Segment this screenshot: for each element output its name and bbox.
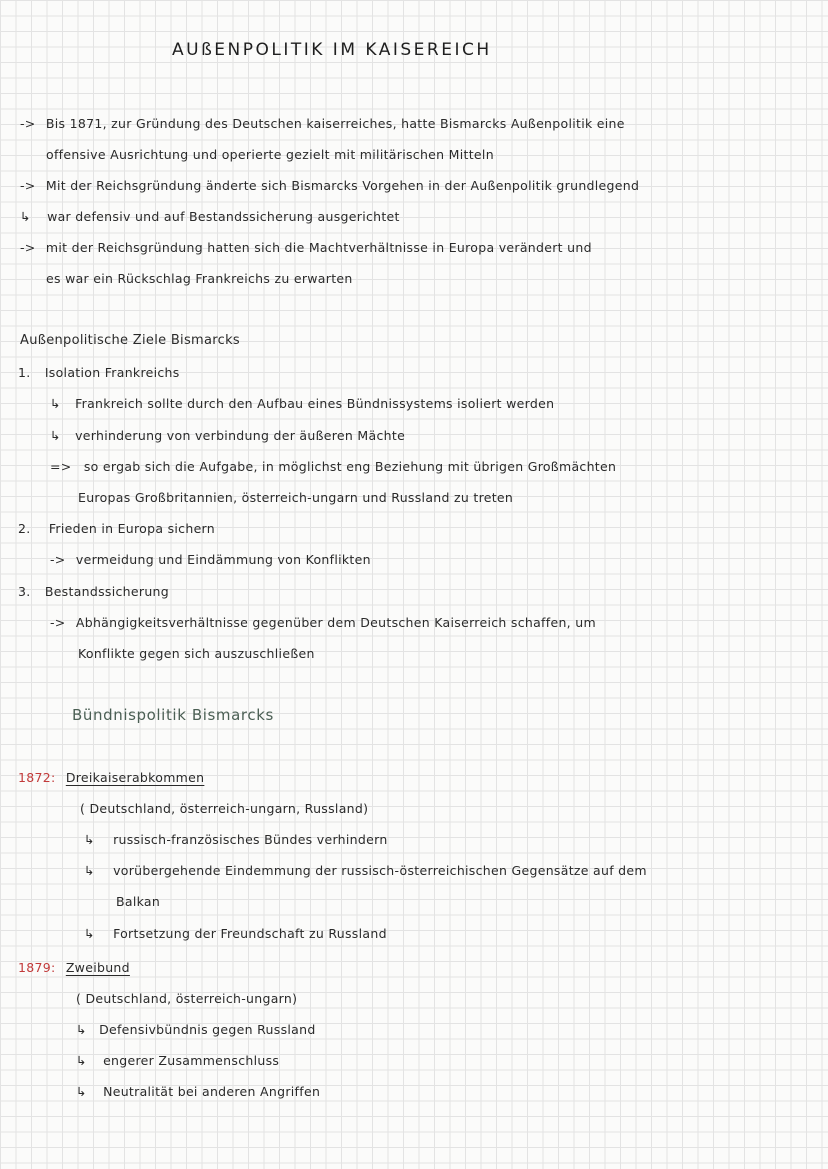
goal-line-text: Abhängigkeitsverhältnisse gegenüber dem Deutschen Kaiserreich schaffen, um <box>75 615 596 630</box>
alliance-1-point-2-cont: Balkan <box>116 894 161 909</box>
intro-text: war defensiv und auf Bestandssicherung ausgerichtet <box>47 209 400 224</box>
arrow-icon: -> <box>50 615 66 630</box>
intro-line-5 <box>20 240 592 256</box>
alliance-point-text: Defensivbündnis gegen Russland <box>99 1022 316 1037</box>
goal-title: Bestandssicherung <box>44 584 170 599</box>
alliance-2-parties: ( Deutschland, österreich-ungarn) <box>76 991 298 1006</box>
alliance-year: 1872: <box>18 770 56 785</box>
goal-line-text: Europas Großbritannien, österreich-ungarn und Russland zu treten <box>78 490 514 505</box>
goal-number: 3. <box>18 584 31 599</box>
intro-text: offensive Ausrichtung und operierte gezielt mit militärischen Mitteln <box>46 147 494 162</box>
goal-3-line-2 <box>78 646 315 662</box>
double-arrow-icon: => <box>50 459 72 474</box>
arrow-icon: -> <box>50 552 66 567</box>
goal-1-line-4 <box>78 490 513 506</box>
intro-line-6 <box>46 271 353 287</box>
alliance-name: Dreikaiserabkommen <box>65 770 205 785</box>
alliance-2-header <box>18 960 130 976</box>
intro-text: Bis 1871, zur Gründung des Deutschen kaiserreiches, hatte Bismarcks Außenpolitik eine <box>45 116 625 131</box>
return-arrow-icon: ↳ <box>84 926 95 941</box>
alliance-1-parties: ( Deutschland, österreich-ungarn, Russland) <box>80 801 369 816</box>
return-arrow-icon: ↳ <box>50 428 61 443</box>
alliance-point-text: Neutralität bei anderen Angriffen <box>103 1084 321 1099</box>
goal-2-title-row <box>18 521 215 537</box>
goal-line-text: so ergab sich die Aufgabe, in möglichst eng Beziehung mit übrigen Großmächten <box>83 459 617 474</box>
return-arrow-icon: ↳ <box>76 1022 87 1037</box>
alliance-name: Zweibund <box>65 960 130 975</box>
goal-title: Frieden in Europa sichern <box>48 521 215 536</box>
goal-line-text: vermeidung und Eindämmung von Konflikten <box>75 552 371 567</box>
alliance-heading: Bündnispolitik Bismarcks <box>72 706 274 724</box>
intro-line-4 <box>20 209 400 225</box>
goal-line-text: verhinderung von verbindung der äußeren Mächte <box>75 428 406 443</box>
goal-1-line-3 <box>50 459 616 475</box>
arrow-icon: -> <box>20 116 36 131</box>
alliance-1-point-1 <box>84 832 388 848</box>
intro-line-3 <box>20 178 639 194</box>
page-title: AUßENPOLITIK IM KAISEREICH <box>172 40 492 60</box>
goal-2-line-1 <box>50 552 371 568</box>
goal-3-line-1 <box>50 615 596 631</box>
alliance-1-header <box>18 770 204 786</box>
alliance-point-text: vorübergehende Eindemmung der russisch-österreichischen Gegensätze auf dem <box>113 863 647 878</box>
goal-line-text: Frankreich sollte durch den Aufbau eines Bündnissystems isoliert werden <box>75 396 555 411</box>
goal-1-line-2 <box>50 428 405 444</box>
goal-number: 2. <box>18 521 31 536</box>
alliance-2-point-3 <box>76 1084 320 1100</box>
goal-3-title-row <box>18 584 169 600</box>
alliance-point-text: engerer Zusammenschluss <box>103 1053 280 1068</box>
return-arrow-icon: ↳ <box>84 832 95 847</box>
intro-text: Mit der Reichsgründung änderte sich Bismarcks Vorgehen in der Außenpolitik grundlegend <box>45 178 640 193</box>
goal-line-text: Konflikte gegen sich auszuschließen <box>78 646 315 661</box>
alliance-1-point-3 <box>84 926 387 942</box>
return-arrow-icon: ↳ <box>20 209 31 224</box>
goals-heading: Außenpolitische Ziele Bismarcks <box>20 333 240 348</box>
intro-line-1 <box>20 116 625 132</box>
alliance-point-text: russisch-französisches Bündes verhindern <box>113 832 388 847</box>
intro-text: mit der Reichsgründung hatten sich die Machtverhältnisse in Europa verändert und <box>45 240 592 255</box>
intro-text: es war ein Rückschlag Frankreichs zu erwarten <box>46 271 353 286</box>
alliance-2-point-1 <box>76 1022 316 1038</box>
arrow-icon: -> <box>20 178 36 193</box>
return-arrow-icon: ↳ <box>76 1053 87 1068</box>
alliance-year: 1879: <box>18 960 56 975</box>
return-arrow-icon: ↳ <box>84 863 95 878</box>
return-arrow-icon: ↳ <box>76 1084 87 1099</box>
arrow-icon: -> <box>20 240 36 255</box>
goal-number: 1. <box>18 365 31 380</box>
alliance-point-text: Fortsetzung der Freundschaft zu Russland <box>113 926 387 941</box>
alliance-2-point-2 <box>76 1053 279 1069</box>
goal-1-line-1 <box>50 396 554 412</box>
intro-line-2 <box>46 147 494 163</box>
alliance-1-point-2 <box>84 863 647 879</box>
return-arrow-icon: ↳ <box>50 396 61 411</box>
goal-1-title-row <box>18 365 180 381</box>
goal-title: Isolation Frankreichs <box>44 365 180 380</box>
